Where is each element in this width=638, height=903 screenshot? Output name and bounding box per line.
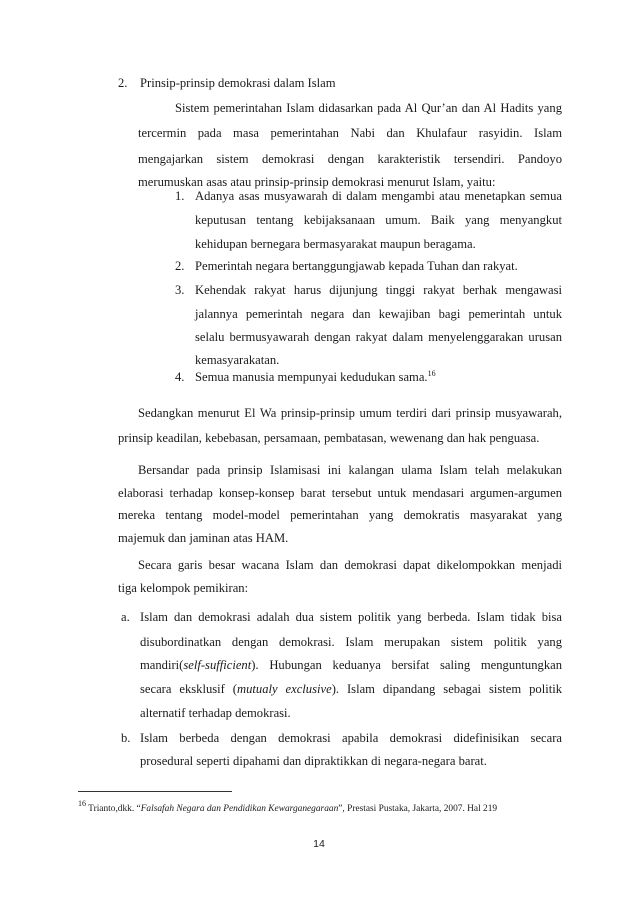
group-line xyxy=(140,753,487,769)
paragraph-line: tiga kelompok pemikiran: xyxy=(118,581,249,595)
list-item-line: jalannya pemerintah negara dan kewajiban bagi pemerintah untuk xyxy=(195,307,562,321)
group-line xyxy=(140,609,562,625)
group-text: Islam berbeda dengan demokrasi apabila demokrasi didefinisikan secara xyxy=(140,731,562,745)
group-letter: b. xyxy=(121,731,131,745)
group-text: prosedural seperti dipahami dan dipraktikkan di negara-negara barat. xyxy=(140,754,487,768)
group-text: mandiri( xyxy=(140,658,184,672)
italic-term: self-sufficient xyxy=(183,658,252,672)
group-line xyxy=(140,730,562,746)
section-number: 2. xyxy=(118,76,128,90)
list-number: 4. xyxy=(175,370,185,384)
footnote-pre: Trianto,dkk. “ xyxy=(86,804,141,814)
footnote-rule xyxy=(78,791,232,792)
list-item-line: Adanya asas musyawarah di dalam mengambi atau menetapkan semua xyxy=(195,189,562,203)
list-item-line: keputusan tentang kebijaksanaan umum. Baik yang menyangkut xyxy=(195,213,562,227)
group-text: disubordinatkan dengan demokrasi. Islam merupakan sistem politik yang xyxy=(140,635,562,649)
footnote-ref-marker: 16 xyxy=(427,369,436,378)
italic-term: mutualy exclusive xyxy=(237,682,332,696)
intro-line: merumuskan asas atau prinsip-prinsip demokrasi menurut Islam, yaitu: xyxy=(138,175,496,189)
paragraph-line: elaborasi terhadap konsep-konsep barat tersebut untuk mendasari argumen-argumen xyxy=(118,486,562,500)
group-text: ). Hubungan keduanya bersifat saling menguntungkan xyxy=(251,658,562,672)
paragraph-line: majemuk dan jaminan atas HAM. xyxy=(118,531,289,545)
footnote-post: ”, Prestasi Pustaka, Jakarta, 2007. Hal 219 xyxy=(338,804,498,814)
group-text: secara eksklusif ( xyxy=(140,682,238,696)
paragraph-line: Bersandar pada prinsip Islamisasi ini kalangan ulama Islam telah melakukan xyxy=(138,463,562,477)
group-line xyxy=(140,681,562,697)
list-item-line: Semua manusia mempunyai kedudukan sama.$^{16}$ xyxy=(195,369,436,384)
intro-line: tercermin pada masa pemerintahan Nabi dan Khulafaur rasyidin. Islam xyxy=(138,126,562,140)
list-number: 2. xyxy=(175,259,185,273)
list-item-line: kehidupan bernegara bermasyarakat maupun beragama. xyxy=(195,237,476,251)
group-line xyxy=(140,634,562,650)
paragraph-line: mereka tentang model-model pemerintahan yang demokratis masyarakat yang xyxy=(118,508,562,522)
list-item-line: kemasyarakatan. xyxy=(195,353,280,367)
group-text: Islam dan demokrasi adalah dua sistem politik yang berbeda. Islam tidak bisa xyxy=(140,610,562,624)
group-text: alternatif terhadap demokrasi. xyxy=(140,706,291,720)
group-line xyxy=(140,657,562,673)
group-text: ). Islam dipandang sebagai sistem politik xyxy=(331,682,563,696)
page-number: 14 xyxy=(313,838,325,850)
footnote xyxy=(78,799,498,815)
footnote-marker: 16 xyxy=(78,799,86,808)
paragraph-line: Sedangkan menurut El Wa prinsip-prinsip umum terdiri dari prinsip musyawarah, xyxy=(138,406,562,420)
group-letter: a. xyxy=(121,610,130,624)
list-item-line: selalu bermusyawarah dengan rakyat dalam menyelenggarakan urusan xyxy=(195,330,562,344)
section-title: Prinsip-prinsip demokrasi dalam Islam xyxy=(140,76,336,90)
paragraph-line: Secara garis besar wacana Islam dan demokrasi dapat dikelompokkan menjadi xyxy=(138,558,562,572)
list-item-line: Pemerintah negara bertanggungjawab kepada Tuhan dan rakyat. xyxy=(195,259,518,273)
intro-line: mengajarkan sistem demokrasi dengan karakteristik tersendiri. Pandoyo xyxy=(138,152,562,166)
group-line xyxy=(140,705,291,721)
list-item-line: Kehendak rakyat harus dijunjung tinggi rakyat berhak mengawasi xyxy=(195,283,562,297)
paragraph-line: prinsip keadilan, kebebasan, persamaan, pembatasan, wewenang dan hak penguasa. xyxy=(118,431,540,445)
list-number: 3. xyxy=(175,283,185,297)
footnote-book-title: Falsafah Negara dan Pendidikan Kewarganegaraan xyxy=(140,804,339,814)
intro-line: Sistem pemerintahan Islam didasarkan pada Al Qur’an dan Al Hadits yang xyxy=(175,101,562,115)
list-number: 1. xyxy=(175,189,185,203)
